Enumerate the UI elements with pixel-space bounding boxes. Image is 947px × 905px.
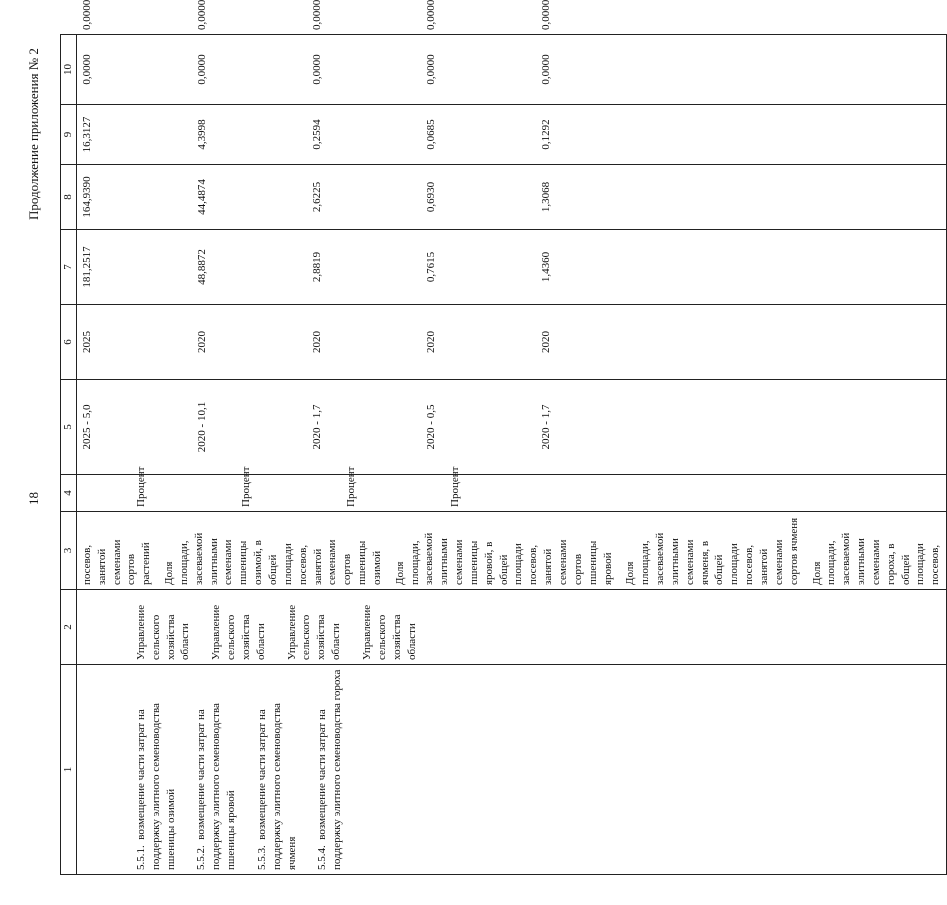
measure-text: возмещение части затрат на поддержку элитного семеноводства ячменя <box>255 703 298 870</box>
year-column <box>76 305 946 380</box>
unit-text: Процент <box>344 466 357 507</box>
column-number: 5 <box>61 380 77 475</box>
measure-text: возмещение части затрат на поддержку элитного семеноводства пшеницы озимой <box>134 703 177 870</box>
column-number: 8 <box>61 165 77 230</box>
value-cell: 181,2517 <box>80 246 93 288</box>
measure-text: возмещение части затрат на поддержку элитного семеноводства гороха <box>316 669 344 870</box>
executor-text: Управление сельского хозяйства области <box>285 604 343 660</box>
continuation-title: Продолжение приложения № 2 <box>26 48 41 220</box>
target-range-column <box>76 380 946 475</box>
value-cell: 2,8819 <box>310 251 323 283</box>
year-value: 2020 <box>310 331 323 353</box>
indicator-column <box>76 512 946 590</box>
value-cell: 0,0000 <box>425 54 438 85</box>
year-value: 2020 <box>425 331 438 353</box>
measure-code: 5.5.3. <box>255 845 268 870</box>
value-column-6 <box>76 230 946 305</box>
value-column-7 <box>76 165 946 230</box>
column-number: 6 <box>61 305 77 380</box>
value-column-8 <box>76 105 946 165</box>
column-number: 2 <box>61 590 77 665</box>
column-number: 1 <box>61 665 77 875</box>
indicator-text: Доля площади, засеваемой элитными семенами гороха, в общей площади посевов, <box>810 532 942 585</box>
indicator-text: Доля площади, засеваемой элитными семенами пшеницы яровой, в общей площади посевов, занятой семенами сортов пшеницы яровой <box>393 532 614 585</box>
column-number: 9 <box>61 105 77 165</box>
value-cell: 0,0000 <box>80 54 93 85</box>
value-column-9 <box>76 35 946 105</box>
target-range: 2020 - 10,1 <box>195 401 208 453</box>
page-number: 18 <box>26 492 41 505</box>
data-sheet <box>60 0 942 875</box>
measure-text: возмещение части затрат на поддержку элитного семеноводства пшеницы яровой <box>195 703 238 870</box>
measure-5-5-2 <box>194 669 239 870</box>
data-table <box>60 0 947 875</box>
column-number: 4 <box>61 475 77 512</box>
executor-text: Управление сельского хозяйства области <box>210 604 267 660</box>
measure-code: 5.5.4. <box>316 845 329 870</box>
value-cell: 0,7615 <box>425 251 438 283</box>
indicator-text: Доля площади, засеваемой элитными семенами пшеницы озимой, в общей площади посевов, занятой семенами сортов пшеницы озимой <box>163 532 383 585</box>
value-cell: 16,3127 <box>80 116 93 153</box>
year-value: 2020 <box>195 331 208 353</box>
target-range: 2020 - 1,7 <box>310 404 323 450</box>
unit-text: Процент <box>134 466 147 507</box>
value-cell: 0,0000 <box>310 54 323 85</box>
target-range: 2025 - 5,0 <box>80 404 93 450</box>
executor-text: Управление сельского хозяйства области <box>360 604 418 660</box>
measure-code: 5.5.1. <box>134 845 147 870</box>
year-value: 2025 <box>80 331 93 353</box>
target-range: 2020 - 0,5 <box>425 404 438 450</box>
target-range: 2020 - 1,7 <box>540 404 553 450</box>
unit-column <box>76 466 946 512</box>
unit-text: Процент <box>239 466 252 507</box>
unit-text: Процент <box>449 466 462 507</box>
table-body-row: 5.5.1. возмещение части затрат на поддержку элитного семеноводства пшеницы озимой 5.5.2. возмещение части затрат на поддержку элитного семеноводства пшеницы яровой 5.5.3. возмещение части затрат на поддержку элитного семеноводства ячменя 5.5.4. возмещение части затрат на поддержку элитного семеноводства гороха Управление сельского хозяйства области Управление сельского хозяйства области Управление сельского хозяйства области Управление сельского хозяйства области посевов, занятой семенами сортов растений Доля площади, засеваемой элитными семенами пшеницы озимой, в общей площади посевов, занятой семенами сортов пшеницы озимой Доля площади, засеваемой элитными семенами пшеницы яровой, в общей площади посевов, занятой семенами сортов пшеницы яровой Доля площади, засеваемой элитными семенами ячменя, в общей площади посевов, занятой семенами сортов ячменя Доля площади, засеваемой элитными семенами гороха, в общей площади посевов, Процент Процент Процент Процент 2025 - 5,0 2020 - 10,1 2020 - 1,7 2020 - 0,5 2020 - 1,7 2025 2020 2020 2020 2020 181,2517 48,8872 2,8819 0,7615 1,4360 164,9390 44,4874 2,6225 0,6930 1,3068 16,3127 4,3998 0,2594 0,0685 0,1292 0,0000 0,0000 0,0000 0,0000 0,0000 0,0000 0,0000 0,0000 0,0000 0,0000 <box>76 35 946 875</box>
column-number: 3 <box>61 512 77 590</box>
value-cell: 1,3068 <box>540 181 553 213</box>
value-cell: 0,2594 <box>310 119 323 150</box>
value-cell: 48,8872 <box>195 249 208 285</box>
column-number-row <box>61 35 77 875</box>
year-value: 2020 <box>540 331 553 353</box>
value-cell: 0,0000 <box>540 54 553 85</box>
value-cell: 0,1292 <box>540 119 553 150</box>
column-number: 7 <box>61 230 77 305</box>
measure-5-5-4 <box>315 669 345 870</box>
measure-code: 5.5.2. <box>195 845 208 870</box>
value-cell: 0,0000 <box>195 54 208 85</box>
executor-column <box>76 590 946 665</box>
measure-5-5-1 <box>134 669 179 870</box>
value-cell: 0,6930 <box>425 181 438 213</box>
measure-column <box>76 665 946 875</box>
value-cell: 4,3998 <box>195 119 208 150</box>
value-cell: 44,4874 <box>195 179 208 215</box>
value-cell: 0,0685 <box>425 119 438 150</box>
value-cell: 2,6225 <box>310 181 323 213</box>
value-cell: 1,4360 <box>540 251 553 283</box>
indicator-text: Доля площади, засеваемой элитными семенами ячменя, в общей площади посевов, занятой семенами сортов ячменя <box>624 517 800 585</box>
value-cell: 164,9390 <box>80 176 93 218</box>
indicator-text: посевов, занятой семенами сортов растений <box>80 539 153 585</box>
column-number: 10 <box>61 35 77 105</box>
executor-text: Управление сельского хозяйства области <box>134 604 192 660</box>
measure-5-5-3 <box>255 669 300 870</box>
